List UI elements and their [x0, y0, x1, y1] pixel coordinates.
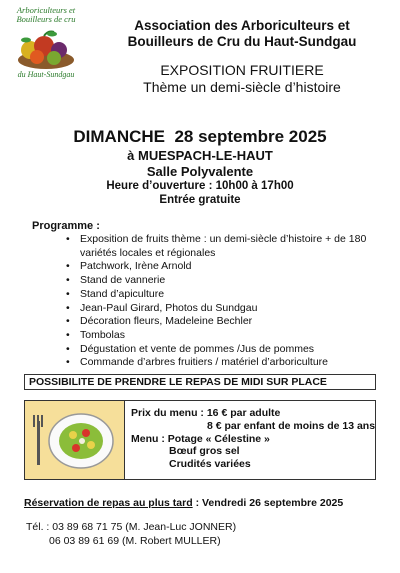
list-item: • Dégustation et vente de pommes /Jus de pommes [66, 343, 376, 357]
menu-line3: Crudités variées [169, 458, 251, 471]
event-date: DIMANCHE 28 septembre 2025 [73, 127, 327, 146]
list-item: • Décoration fleurs, Madeleine Bechler [66, 315, 376, 329]
association-name [92, 18, 392, 50]
list-item: • Exposition de fruits thème : un demi-siècle d’histoire + de 180 variétés locales et régionales [66, 233, 376, 260]
salad-plate-image [25, 401, 125, 479]
contact-line1: Tél. : 03 89 68 71 75 (M. Jean-Luc JONNER) [26, 521, 237, 533]
fruit-basket-icon [14, 26, 78, 70]
event-hours: Heure d’ouverture : 10h00 à 17h00 [106, 180, 294, 192]
event-hall: Salle Polyvalente [146, 164, 254, 179]
salad-plate-icon [31, 407, 119, 473]
list-item: • Stand de vannerie [66, 274, 376, 288]
list-item: • Commande d’arbres fruitiers / matériel d’arboriculture [66, 356, 376, 370]
contact-phones [26, 521, 236, 548]
menu-line2: Bœuf gros sel [169, 445, 240, 458]
reservation-date: : Vendredi 26 septembre 2025 [192, 497, 344, 509]
expo-line1: EXPOSITION FRUITIERE [160, 62, 324, 78]
price-child: 8 € par enfant de moins de 13 ans [207, 419, 376, 432]
exposition-title [92, 62, 392, 96]
reservation-deadline [24, 497, 343, 509]
event-entry: Entrée gratuite [159, 194, 241, 206]
menu-box [24, 400, 376, 480]
logo-text-bottom: du Haut-Sundgau [17, 70, 75, 79]
association-logo [6, 6, 86, 82]
menu-line1: Menu : Potage « Célestine » [131, 432, 270, 445]
list-item: • Patchwork, Irène Arnold [66, 260, 376, 274]
contact-line2: 06 03 89 61 69 (M. Robert MULLER) [49, 534, 221, 547]
programme-title: Programme : [32, 220, 100, 232]
meal-banner: POSSIBILITE DE PRENDRE LE REPAS DE MIDI SUR PLACE [24, 374, 376, 390]
list-item: • Jean-Paul Girard, Photos du Sundgau [66, 302, 376, 316]
programme-list [66, 233, 376, 370]
price-adult: Prix du menu : 16 € par adulte [131, 407, 281, 419]
association-line1: Association des Arboriculteurs et [134, 18, 350, 33]
association-line2: Bouilleurs de Cru du Haut-Sundgau [127, 34, 357, 49]
expo-line2: Thème un demi-siècle d’histoire [143, 79, 341, 95]
list-item: • Tombolas [66, 329, 376, 343]
list-item: • Stand d’apiculture [66, 288, 376, 302]
reservation-label: Réservation de repas au plus tard [24, 497, 193, 509]
menu-details [131, 407, 375, 471]
event-place: à MUESPACH-LE-HAUT [127, 148, 273, 163]
logo-text-top: Arboriculteurs et Bouilleurs de cru [16, 5, 76, 24]
